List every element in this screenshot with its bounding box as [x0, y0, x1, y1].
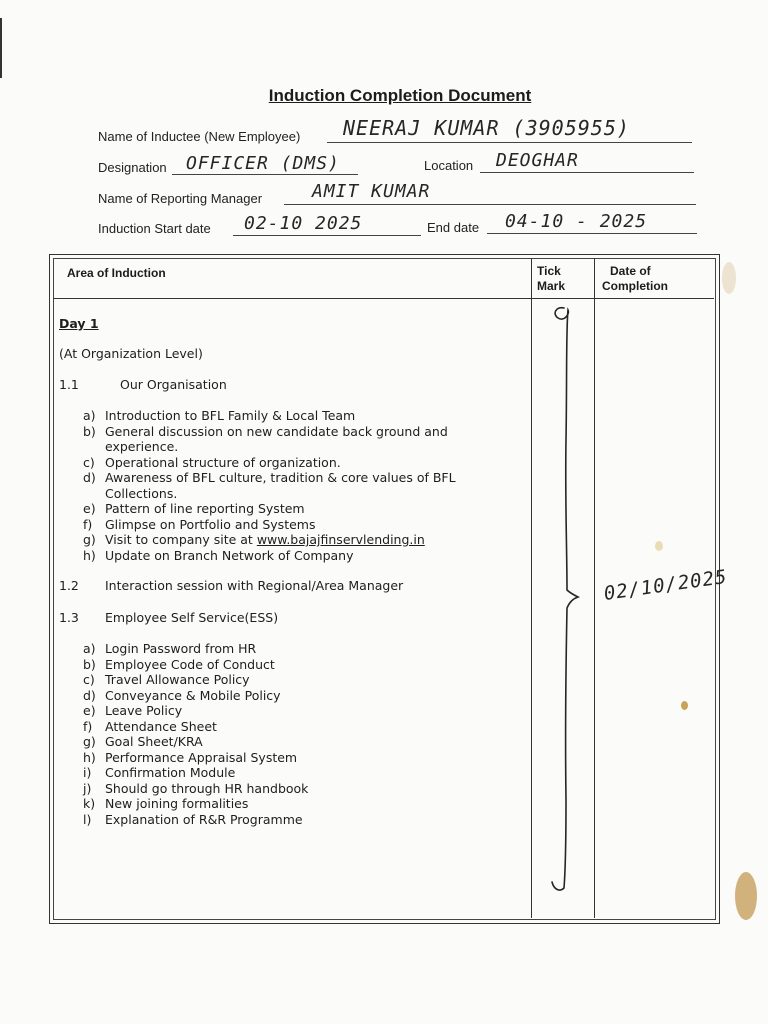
header-divider — [53, 298, 714, 299]
end-date-value: 04-10 - 2025 — [505, 211, 648, 232]
paper-stain — [735, 872, 757, 920]
list-item: h) Performance Appraisal System — [83, 749, 298, 765]
start-date-label: Induction Start date — [98, 221, 211, 236]
list-item: b) Employee Code of Conduct — [83, 656, 275, 672]
list-item: i) Confirmation Module — [83, 765, 236, 780]
header-date-line2: Completion — [602, 279, 668, 293]
header-tick-line2: Mark — [537, 279, 566, 293]
header-tick — [537, 264, 565, 294]
list-item: l) Explanation of R&R Programme — [83, 811, 303, 827]
inductee-line — [327, 142, 692, 143]
start-date-line — [233, 235, 421, 236]
end-date-line — [487, 233, 697, 234]
list-item: g) Visit to company site at www.bajajfinservlending.in — [83, 532, 425, 547]
section-1-2-title: Interaction session with Regional/Area Manager — [105, 578, 404, 593]
header-date — [602, 264, 668, 294]
list-item: f) Attendance Sheet — [83, 718, 217, 734]
list-item: d) Conveyance & Mobile Policy — [83, 687, 281, 703]
location-line — [480, 172, 694, 173]
scan-edge-mark — [0, 18, 2, 78]
inductee-value: NEERAJ KUMAR (3905955) — [343, 116, 630, 140]
section-1-3-title: Employee Self Service(ESS) — [105, 610, 279, 625]
list-item: j) Should go through HR handbook — [83, 780, 309, 796]
tick-column-divider — [531, 258, 532, 918]
list-item: c) Travel Allowance Policy — [83, 672, 250, 687]
list-item: h) Update on Branch Network of Company — [83, 547, 354, 563]
document-title: Induction Completion Document — [268, 86, 532, 105]
company-site-link[interactable]: www.bajajfinservlending.in — [256, 532, 425, 547]
section-1-1-list — [83, 408, 456, 563]
start-date-value: 02-10 2025 — [244, 213, 363, 234]
list-item: d) Awareness of BFL culture, tradition & core values of BFL Collections. — [83, 470, 456, 501]
designation-value: OFFICER (DMS) — [186, 153, 340, 174]
day-heading: Day 1 — [59, 316, 99, 331]
paper-stain — [681, 701, 688, 710]
end-date-label: End date — [427, 220, 480, 235]
section-1-1-number: 1.1 — [59, 377, 79, 392]
manager-label: Name of Reporting Manager — [98, 191, 263, 206]
level-text: (At Organization Level) — [59, 346, 203, 361]
tick-bracket-mark — [534, 300, 592, 900]
list-item: a) Introduction to BFL Family & Local Team — [83, 408, 356, 423]
list-item: c) Operational structure of organization. — [83, 454, 341, 470]
section-1-3-list — [83, 641, 308, 827]
list-item: f) Glimpse on Portfolio and Systems — [83, 516, 316, 532]
header-area: Area of Induction — [67, 266, 166, 280]
manager-value: AMIT KUMAR — [312, 181, 431, 202]
location-value: DEOGHAR — [496, 150, 579, 171]
paper-stain — [722, 262, 736, 294]
designation-label: Designation — [98, 160, 167, 175]
list-item: a) Login Password from HR — [83, 641, 257, 656]
list-item: e) Leave Policy — [83, 703, 183, 718]
inductee-label: Name of Inductee (New Employee) — [98, 129, 301, 144]
list-item: k) New joining formalities — [83, 796, 249, 811]
section-1-3-number: 1.3 — [59, 610, 79, 625]
manager-line — [284, 204, 696, 205]
designation-line — [172, 174, 358, 175]
header-date-line1: Date of — [610, 264, 651, 278]
date-column-divider — [594, 258, 595, 918]
paper-stain — [655, 541, 663, 551]
completion-date-value: 02/10/2025 — [602, 565, 729, 605]
list-item: e) Pattern of line reporting System — [83, 501, 305, 516]
list-item: g) Goal Sheet/KRA — [83, 734, 203, 749]
section-1-1-title: Our Organisation — [120, 377, 227, 392]
section-1-2-number: 1.2 — [59, 578, 79, 593]
location-label: Location — [424, 158, 474, 173]
list-item: b) General discussion on new candidate back ground and experience. — [83, 423, 448, 454]
header-tick-line1: Tick — [537, 264, 561, 278]
